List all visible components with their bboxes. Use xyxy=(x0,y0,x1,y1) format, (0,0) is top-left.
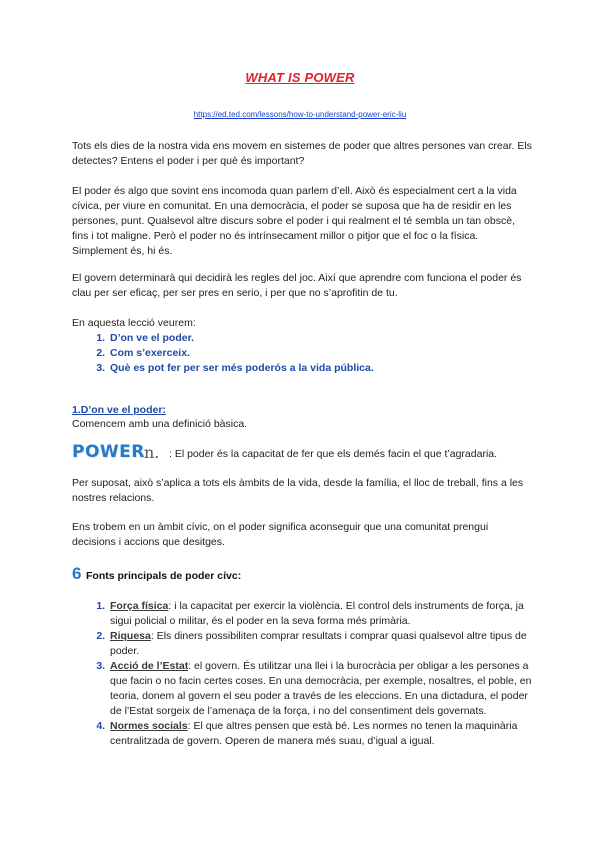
page-title: WHAT IS POWER xyxy=(245,70,355,85)
paragraph-definition-intro: Comencem amb una definició bàsica. xyxy=(72,418,248,430)
paragraph-government: El govern determinarà qui decidirà les regles del joc. Així que aprendre com funciona el poder és clau per ser eficaç, per ser pres en serio, i per que no s’aprofitin de tu. xyxy=(72,272,522,299)
lesson-list xyxy=(72,331,528,376)
item-text: : Els diners possibiliten comprar resultats i comprar quasi qualsevol altre tipus de poder. xyxy=(110,630,527,657)
fonts-title: Fonts principals de poder cívc: xyxy=(86,570,242,582)
power-definition-text: : El poder és la capacitat de fer que els demés facin el que t’agradaria. xyxy=(169,448,498,460)
list-item: 1. D’on ve el poder. xyxy=(108,331,528,346)
list-item: 3. Què es pot fer per ser més poderós a la vida pública. xyxy=(108,361,528,376)
term: Força física xyxy=(110,600,169,612)
power-sources-list xyxy=(72,599,532,749)
list-item xyxy=(108,719,532,749)
power-definition xyxy=(72,442,532,464)
paragraph-lesson-intro: En aquesta lecció veurem: xyxy=(72,317,196,329)
term: Acció de l’Estat xyxy=(110,660,189,672)
fonts-count: 6 xyxy=(72,564,82,583)
fonts-heading xyxy=(72,566,532,588)
item-text: : i la capacitat per exercir la violència. El control dels instruments de força, ja sigui policial o militar, és el poder en la seva forma més primària. xyxy=(110,600,524,627)
paragraph-civic: Ens trobem en un àmbit cívic, on el poder significa aconseguir que una comunitat prengui decisions i accions que desitges. xyxy=(72,521,489,548)
term: Normes socials xyxy=(110,720,188,732)
list-item xyxy=(108,599,532,629)
lesson-link[interactable]: https://ed.ted.com/lessons/how-to-understand-power-eric-liu xyxy=(193,110,407,119)
section-heading: 1.D’on ve el poder: xyxy=(72,404,166,416)
paragraph-intro: Tots els dies de la nostra vida ens movem en sistemes de poder que altres persones van crear. Els detectes? Entens el poder i per què és important? xyxy=(72,140,532,167)
list-item xyxy=(108,629,532,659)
power-noun-marker: n. xyxy=(144,443,160,462)
list-item: 2. Com s’exerceix. xyxy=(108,346,528,361)
list-item xyxy=(108,659,532,719)
paragraph-power-discomfort: El poder és algo que sovint ens incomoda quan parlem d’ell. Això és especialment cert a la vida cívica, per viure en comunitat. En una democràcia, el poder se suposa que ha de residir en les persones, punt. Qualsevol altre discurs sobre el poder i qui realment el té sembla un tan obscè, fins i tot maligne. Però el poder no és intrínsecament millor o pitjor que el foc o la física. Simplement és, hi és. xyxy=(72,185,517,257)
term: Riquesa xyxy=(110,630,151,642)
paragraph-all-areas: Per suposat, això s’aplica a tots els àmbits de la vida, desde la família, el lloc de treball, fins a les nostres relacions. xyxy=(72,477,524,504)
item-text: : el govern. És utilitzar una llei i la burocràcia per obligar a les persones a que facin o no facin certes coses. En una democràcia, per exemple, nosaltres, el poble, en teoria, donem al govern el seu poder a través de les eleccions. En una dictadura, el poder de l’Estat sorgeix de l’amenaça de la força, i no del consentiment dels governats. xyxy=(110,660,532,717)
power-logo: POWER xyxy=(72,442,145,462)
item-text: : El que altres pensen que està bé. Les normes no tenen la maquinària centralitzada de govern. Operen de manera més suau, d’igual a igual. xyxy=(110,720,518,747)
